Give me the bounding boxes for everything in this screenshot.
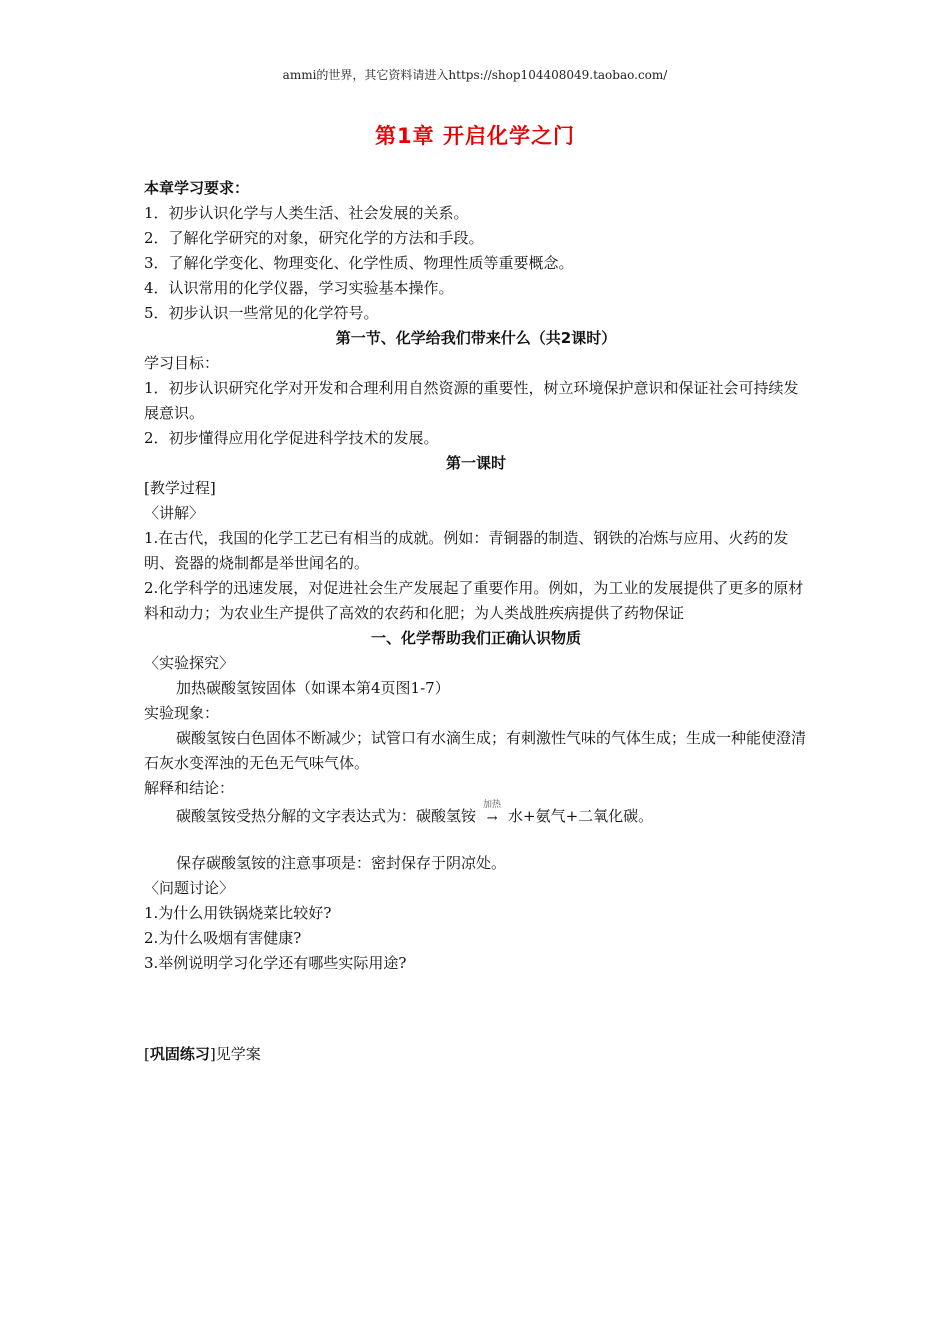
requirements-heading: 本章学习要求： (144, 179, 250, 197)
practice-label: 巩固练习 (149, 1045, 210, 1063)
explanation-label: 解释和结论： (144, 779, 235, 797)
arrow-icon: → (486, 811, 498, 826)
storage-text: 保存碳酸氢铵的注意事项是：密封保存于阴凉处。 (176, 854, 507, 872)
experiment-label: 〈实验探究〉 (144, 654, 235, 672)
question-item: 2.为什么吸烟有害健康? (144, 929, 302, 947)
requirement-item: 4．认识常用的化学仪器，学习实验基本操作。 (144, 279, 454, 297)
requirement-item: 1．初步认识化学与人类生活、社会发展的关系。 (144, 204, 469, 222)
experiment-text: 加热碳酸氢铵固体（如课本第4页图1-7） (176, 679, 450, 697)
process-label: [教学过程] (144, 479, 216, 497)
requirement-item: 3．了解化学变化、物理变化、化学性质、物理性质等重要概念。 (144, 254, 574, 272)
equation-prefix: 碳酸氢铵受热分解的文字表达式为：碳酸氢铵 (176, 807, 477, 825)
question-item: 1.为什么用铁锅烧菜比较好? (144, 904, 332, 922)
discussion-label: 〈问题讨论〉 (144, 879, 235, 897)
reaction-arrow (478, 800, 506, 826)
phenomenon-text: 碳酸氢铵白色固体不断减少；试管口有水滴生成；有刺激性气味的气体生成；生成一种能使澄清石灰水变浑浊的无色无气味气体。 (144, 729, 807, 772)
lesson-heading: 第一课时 (445, 454, 506, 472)
word-equation (144, 801, 808, 833)
goals-label: 学习目标： (144, 354, 220, 372)
goal-item: 2．初步懂得应用化学促进科学技术的发展。 (144, 429, 439, 447)
document-body (144, 176, 808, 1067)
lecture-label: 〈讲解〉 (144, 504, 205, 522)
page-header: ammi的世界，其它资料请进入https://shop104408049.taobao.com/ (282, 68, 668, 82)
reaction-condition: 加热 (483, 800, 502, 810)
lecture-paragraph: 1.在古代，我国的化学工艺已有相当的成就。例如：青铜器的制造、钢铁的冶炼与应用、火药的发明、瓷器的烧制都是举世闻名的。 (144, 529, 789, 572)
phenomenon-label: 实验现象： (144, 704, 220, 722)
practice-bracket-close: ] (209, 1045, 216, 1063)
lecture-paragraph: 2.化学科学的迅速发展，对促进社会生产发展起了重要作用。例如，为工业的发展提供了更多的原材料和动力；为农业生产提供了高效的农药和化肥；为人类战胜疾病提供了药物保证 (144, 579, 804, 622)
requirement-item: 5．初步认识一些常见的化学符号。 (144, 304, 379, 322)
question-item: 3.举例说明学习化学还有哪些实际用途? (144, 954, 407, 972)
equation-products: 水+氨气+二氧化碳。 (508, 807, 654, 825)
practice-rest: 见学案 (215, 1045, 261, 1063)
practice-bracket-open: [ (144, 1045, 150, 1063)
requirement-item: 2．了解化学研究的对象，研究化学的方法和手段。 (144, 229, 484, 247)
part-heading: 一、化学帮助我们正确认识物质 (370, 629, 581, 647)
goal-item: 1．初步认识研究化学对开发和合理利用自然资源的重要性，树立环境保护意识和保证社会可持续发展意识。 (144, 379, 799, 422)
section-heading: 第一节、化学给我们带来什么（共2课时） (335, 329, 617, 347)
chapter-title: 第1章 开启化学之门 (375, 124, 575, 148)
practice-line (144, 1042, 808, 1067)
